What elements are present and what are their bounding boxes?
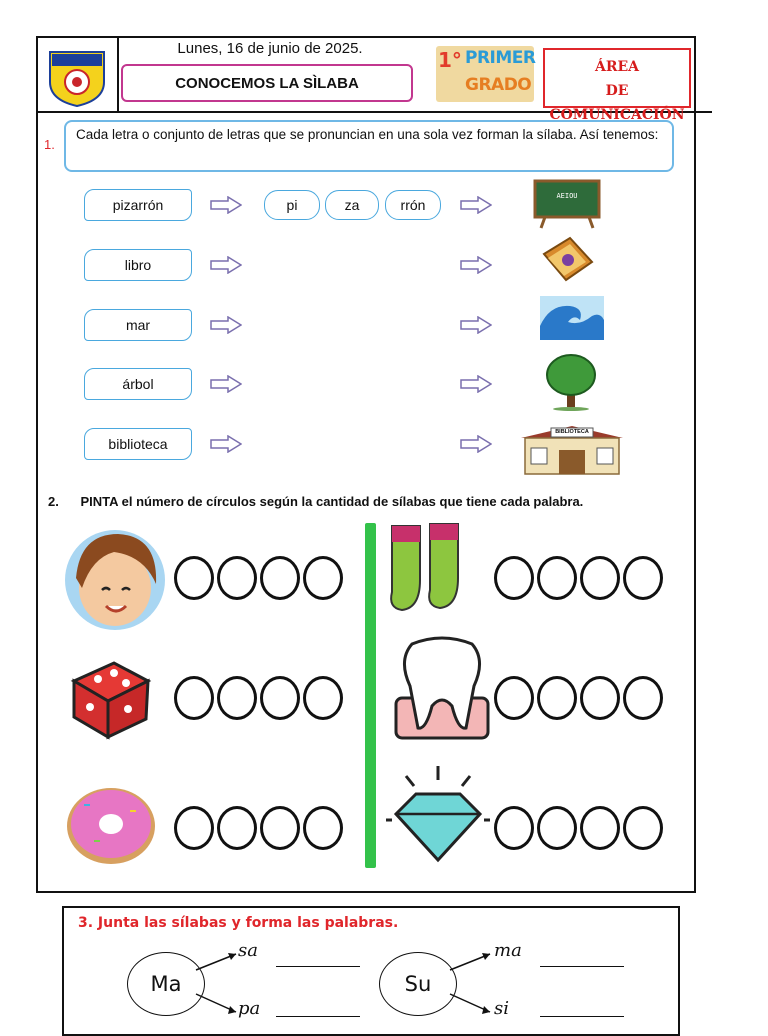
syllable-circle-blank[interactable]	[623, 806, 663, 850]
syllable-circle-blank[interactable]	[623, 676, 663, 720]
arrow-right-icon	[210, 316, 242, 334]
word-box: árbol	[84, 368, 192, 400]
tree-icon	[543, 353, 599, 411]
logo-divider	[117, 36, 119, 112]
area-label-1: ÁREA	[594, 59, 640, 75]
syllable-circle-blank[interactable]	[217, 806, 257, 850]
syllable-circle: Ma	[127, 952, 205, 1016]
donut-icon	[64, 782, 158, 866]
syllable-circle-blank[interactable]	[303, 556, 343, 600]
arrow-right-icon	[210, 196, 242, 214]
grade-number: 1°	[438, 48, 462, 72]
green-divider	[365, 523, 376, 868]
syllable-circle-blank[interactable]	[580, 676, 620, 720]
arrow-right-icon	[210, 435, 242, 453]
arrow-right-icon	[210, 375, 242, 393]
dice-icon	[68, 657, 152, 741]
answer-line[interactable]	[540, 1016, 624, 1017]
tooth-icon	[394, 636, 490, 740]
syllable-cloud: za	[325, 190, 379, 220]
grade-label-1: PRIMER	[465, 48, 536, 68]
connector-arrows	[190, 948, 250, 1020]
syllable-circle-blank[interactable]	[217, 556, 257, 600]
section3-title: 3. Junta las sílabas y forma las palabras.	[78, 915, 399, 931]
socks-icon	[386, 522, 478, 614]
syllable-circle-blank[interactable]	[580, 806, 620, 850]
syllable-circle: Su	[379, 952, 457, 1016]
syllable-cloud: pi	[264, 190, 320, 220]
arrow-right-icon	[460, 316, 492, 334]
word-box: libro	[84, 249, 192, 281]
date-text: Lunes, 16 de junio de 2025.	[177, 40, 363, 57]
board-text: AEIOU	[556, 192, 578, 200]
word-box: pizarrón	[84, 189, 192, 221]
worksheet-title: CONOCEMOS LA SÌLABA	[121, 64, 413, 102]
library-building-icon	[519, 424, 625, 476]
section2-instruction	[48, 494, 583, 509]
diamond-icon	[386, 764, 490, 864]
syllable-circle-blank[interactable]	[623, 556, 663, 600]
word-box: biblioteca	[84, 428, 192, 460]
syllable-circle-blank[interactable]	[174, 556, 214, 600]
syllable-ending: sa	[238, 940, 258, 961]
area-label-2: DE COMUNICACIÓN	[549, 83, 685, 123]
connector-arrows	[444, 948, 504, 1020]
syllable-ending: si	[494, 998, 509, 1019]
arrow-right-icon	[210, 256, 242, 274]
section1-number: 1.	[44, 137, 55, 152]
answer-line[interactable]	[540, 966, 624, 967]
wave-icon	[540, 296, 604, 340]
syllable-circle-blank[interactable]	[303, 676, 343, 720]
syllable-circle-blank[interactable]	[537, 806, 577, 850]
library-sign: BIBLIOTECA	[555, 429, 589, 435]
syllable-circle-blank[interactable]	[217, 676, 257, 720]
section2-text: PINTA el número de círculos según la cantidad de sílabas que tiene cada palabra.	[80, 494, 584, 509]
syllable-circle-blank[interactable]	[580, 556, 620, 600]
syllable-circle-blank[interactable]	[260, 556, 300, 600]
girl-face-icon	[58, 528, 172, 632]
book-icon	[540, 236, 596, 282]
grade-label-2: GRADO	[465, 75, 532, 95]
syllable-circle-blank[interactable]	[303, 806, 343, 850]
school-crest-icon	[46, 48, 108, 108]
syllable-circle-blank[interactable]	[494, 806, 534, 850]
syllable-circle-blank[interactable]	[260, 806, 300, 850]
arrow-right-icon	[460, 435, 492, 453]
arrow-right-icon	[460, 256, 492, 274]
syllable-circle-blank[interactable]	[174, 806, 214, 850]
syllable-circle-blank[interactable]	[537, 556, 577, 600]
arrow-right-icon	[460, 375, 492, 393]
section1-instruction: Cada letra o conjunto de letras que se pronuncian en una sola vez forman la sílaba. Así tenemos:	[64, 120, 674, 172]
syllable-circle-blank[interactable]	[260, 676, 300, 720]
area-badge	[543, 48, 691, 123]
syllable-circle-blank[interactable]	[174, 676, 214, 720]
word-box: mar	[84, 309, 192, 341]
syllable-cloud: rrón	[385, 190, 441, 220]
syllable-circle-blank[interactable]	[494, 556, 534, 600]
section2-number: 2.	[48, 494, 59, 509]
syllable-circle-blank[interactable]	[494, 676, 534, 720]
answer-line[interactable]	[276, 966, 360, 967]
syllable-ending: ma	[494, 940, 522, 961]
answer-line[interactable]	[276, 1016, 360, 1017]
chalkboard-icon	[533, 179, 601, 229]
syllable-ending: pa	[238, 998, 261, 1019]
arrow-right-icon	[460, 196, 492, 214]
syllable-circle-blank[interactable]	[537, 676, 577, 720]
